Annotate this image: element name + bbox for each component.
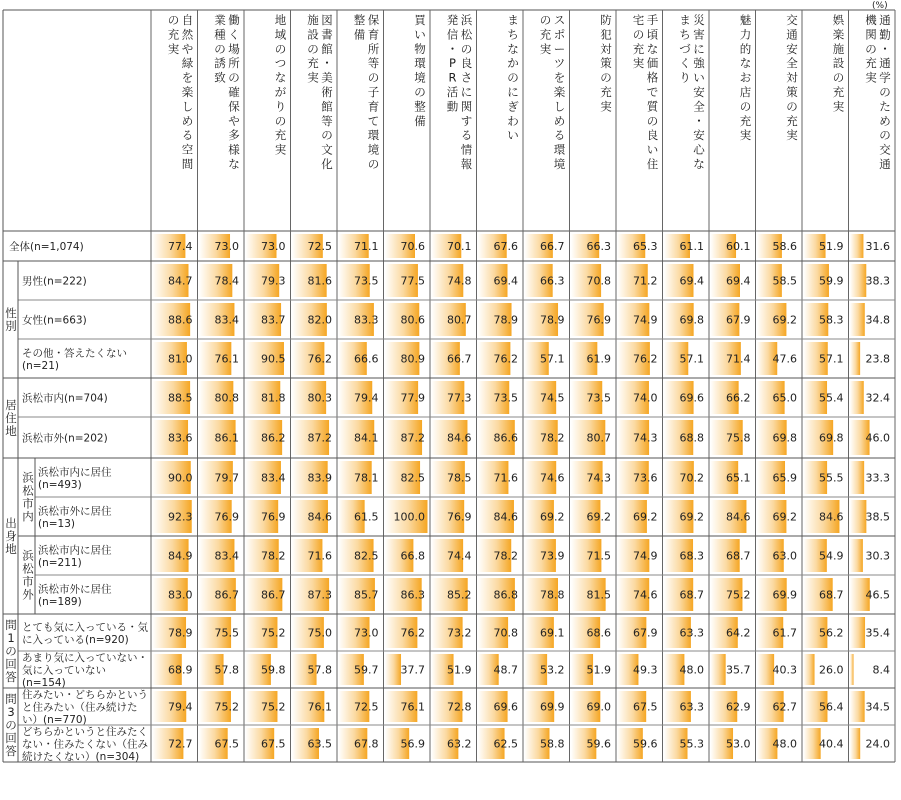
row-label: 浜松市外(n=202) — [22, 432, 108, 445]
row-label: 浜松市内(n=704) — [22, 392, 108, 405]
value-label: 69.2 — [540, 510, 565, 524]
value-label: 67.8 — [354, 737, 379, 751]
value-label: 80.9 — [400, 352, 425, 366]
value-label: 85.7 — [354, 588, 379, 602]
value-label: 59.6 — [633, 737, 658, 751]
value-label: 59.7 — [354, 663, 379, 677]
row-label: 浜松市外に居住 — [38, 583, 112, 596]
row-label: どちらかというと住みたく — [22, 726, 148, 738]
value-label: 90.0 — [168, 471, 193, 485]
row-label: (n=493) — [38, 478, 82, 491]
value-label: 71.6 — [493, 471, 518, 485]
value-label: 76.9 — [447, 510, 472, 524]
value-label: 78.2 — [540, 431, 565, 445]
value-label: 74.3 — [586, 471, 611, 485]
value-label: 67.5 — [261, 737, 286, 751]
value-label: 58.5 — [772, 274, 797, 288]
value-label: 75.2 — [726, 588, 751, 602]
column-header: 業種の誘致 — [214, 13, 226, 85]
value-label: 55.4 — [819, 391, 844, 405]
value-label: 80.7 — [447, 313, 472, 327]
value-label: 76.2 — [633, 352, 658, 366]
value-label: 73.9 — [540, 549, 565, 563]
value-label: 83.4 — [261, 471, 286, 485]
value-label: 8.4 — [872, 663, 890, 677]
value-label: 78.2 — [493, 549, 518, 563]
value-label: 73.6 — [633, 471, 658, 485]
value-label: 58.6 — [772, 240, 797, 253]
value-label: 24.0 — [865, 737, 890, 751]
value-label: 65.0 — [772, 391, 797, 405]
row-label: 男性(n=222) — [22, 275, 87, 288]
value-label: 61.1 — [679, 240, 704, 253]
value-label: 74.6 — [633, 588, 658, 602]
value-label: 69.0 — [586, 700, 611, 714]
value-label: 57.1 — [540, 352, 565, 366]
value-label: 84.6 — [726, 510, 751, 524]
value-label: 69.2 — [633, 510, 658, 524]
value-label: 75.5 — [214, 626, 239, 640]
value-label: 83.0 — [168, 588, 193, 602]
value-label: 61.5 — [354, 510, 379, 524]
value-label: 77.5 — [400, 274, 425, 288]
value-label: 57.1 — [679, 352, 704, 366]
value-label: 65.9 — [772, 471, 797, 485]
value-label: 86.6 — [493, 431, 518, 445]
row-label: その他・答えたくない — [22, 347, 127, 360]
value-label: 80.3 — [307, 391, 332, 405]
value-label: 37.7 — [400, 663, 425, 677]
column-header: の充実 — [167, 13, 180, 56]
value-label: 63.3 — [679, 626, 704, 640]
value-label: 62.7 — [772, 700, 797, 714]
value-label: 69.2 — [679, 510, 704, 524]
value-label: 76.9 — [214, 510, 239, 524]
row-label: 浜松市内に居住 — [38, 544, 112, 557]
value-label: 69.8 — [772, 431, 797, 445]
value-label: 85.2 — [447, 588, 472, 602]
value-label: 68.7 — [819, 588, 844, 602]
value-label: 71.6 — [307, 549, 332, 563]
value-bar — [850, 500, 866, 533]
value-label: 38.5 — [865, 510, 890, 524]
value-label: 84.6 — [447, 431, 472, 445]
group-label: 浜松市内 — [22, 470, 34, 524]
value-label: 61.7 — [772, 626, 797, 640]
value-label: 83.6 — [168, 431, 193, 445]
row-label: (n=21) — [22, 359, 60, 372]
value-label: 72.8 — [447, 700, 472, 714]
column-header: 施設の充実 — [307, 13, 319, 85]
value-label: 73.5 — [586, 391, 611, 405]
value-label: 84.6 — [307, 510, 332, 524]
value-label: 73.5 — [493, 391, 518, 405]
value-label: 86.7 — [261, 588, 286, 602]
column-header: まちなかのにぎわい — [507, 13, 519, 143]
value-bar — [850, 539, 863, 572]
value-bar — [385, 654, 401, 685]
value-label: 75.2 — [261, 626, 286, 640]
value-bar — [850, 342, 860, 375]
value-label: 66.2 — [726, 391, 751, 405]
column-header: 浜松の良さに関する情報 — [460, 13, 473, 171]
value-label: 88.5 — [168, 391, 193, 405]
value-label: 71.5 — [586, 549, 611, 563]
column-header: 図書館・美術館等の文化 — [321, 13, 333, 171]
value-label: 81.6 — [307, 274, 332, 288]
value-label: 72.5 — [354, 700, 379, 714]
value-label: 79.3 — [261, 274, 286, 288]
value-label: 69.1 — [540, 626, 565, 640]
value-label: 73.0 — [354, 626, 379, 640]
value-label: 79.4 — [168, 700, 193, 714]
value-label: 69.2 — [772, 313, 797, 327]
value-label: 78.4 — [214, 274, 239, 288]
value-label: 23.8 — [865, 352, 890, 366]
value-label: 69.4 — [679, 274, 704, 288]
value-label: 72.5 — [307, 240, 332, 253]
value-label: 56.2 — [819, 626, 844, 640]
value-label: 90.5 — [261, 352, 286, 366]
value-label: 51.9 — [586, 663, 611, 677]
value-bar — [850, 728, 860, 759]
value-label: 76.1 — [307, 700, 332, 714]
column-header: 機関の充実 — [865, 13, 877, 85]
group-label: 出身地 — [5, 516, 17, 556]
value-label: 60.1 — [726, 240, 751, 253]
value-label: 59.9 — [819, 274, 844, 288]
value-label: 74.4 — [447, 549, 472, 563]
row-label: ない・住みたくない（住み — [22, 738, 148, 751]
value-label: 70.6 — [400, 240, 425, 253]
value-label: 100.0 — [393, 510, 425, 524]
value-label: 83.9 — [307, 471, 332, 485]
group-label: 問 3 の回答 — [5, 692, 17, 758]
value-label: 78.9 — [540, 313, 565, 327]
column-header: 防犯対策の充実 — [600, 13, 612, 114]
value-label: 76.9 — [261, 510, 286, 524]
value-label: 62.9 — [726, 700, 751, 714]
group-label: 性別 — [5, 306, 17, 333]
value-label: 77.9 — [400, 391, 425, 405]
value-label: 69.9 — [540, 700, 565, 714]
value-label: 80.7 — [586, 431, 611, 445]
row-label: 気に入っていない — [22, 664, 106, 677]
value-label: 73.5 — [354, 274, 379, 288]
value-label: 62.5 — [493, 737, 518, 751]
value-label: 74.6 — [540, 471, 565, 485]
value-label: 55.5 — [819, 471, 844, 485]
value-label: 79.7 — [214, 471, 239, 485]
value-label: 67.5 — [633, 700, 658, 714]
value-label: 53.2 — [540, 663, 565, 677]
value-label: 88.6 — [168, 313, 193, 327]
column-header: 災害に強い安全・安心な — [693, 13, 705, 171]
value-label: 66.7 — [540, 240, 565, 253]
value-label: 76.2 — [307, 352, 332, 366]
column-header: 整備 — [353, 13, 366, 42]
value-label: 76.2 — [493, 352, 518, 366]
value-label: 69.8 — [819, 431, 844, 445]
value-label: 26.0 — [819, 663, 844, 677]
value-label: 75.8 — [726, 431, 751, 445]
column-header: 手頃な価格で質の良い住 — [646, 13, 659, 171]
value-bar — [850, 617, 865, 648]
value-label: 78.8 — [540, 588, 565, 602]
value-label: 68.7 — [679, 588, 704, 602]
value-bar — [804, 654, 815, 685]
value-label: 82.0 — [307, 313, 332, 327]
value-label: 58.8 — [540, 737, 565, 751]
value-label: 40.4 — [819, 737, 844, 751]
value-label: 34.8 — [865, 313, 890, 327]
value-label: 67.5 — [214, 737, 239, 751]
value-bar — [850, 654, 854, 685]
value-label: 57.1 — [819, 352, 844, 366]
value-label: 83.4 — [214, 313, 239, 327]
value-label: 68.7 — [726, 549, 751, 563]
value-label: 78.9 — [168, 626, 193, 640]
row-label: 女性(n=663) — [22, 314, 87, 327]
value-label: 75.2 — [261, 700, 286, 714]
value-label: 71.4 — [726, 352, 751, 366]
value-label: 48.0 — [679, 663, 704, 677]
value-label: 80.8 — [214, 391, 239, 405]
value-label: 51.9 — [447, 663, 472, 677]
value-label: 48.7 — [493, 663, 518, 677]
row-label: (n=13) — [38, 517, 76, 530]
value-label: 84.6 — [819, 510, 844, 524]
value-label: 77.4 — [168, 240, 193, 253]
value-label: 47.6 — [772, 352, 797, 366]
value-label: 66.3 — [540, 274, 565, 288]
value-label: 69.2 — [772, 510, 797, 524]
value-label: 83.4 — [214, 549, 239, 563]
value-label: 55.3 — [679, 737, 704, 751]
value-label: 64.2 — [726, 626, 751, 640]
value-label: 86.1 — [214, 431, 239, 445]
value-label: 84.9 — [168, 549, 193, 563]
value-bar — [850, 691, 865, 722]
value-label: 67.9 — [726, 313, 751, 327]
value-label: 87.2 — [400, 431, 425, 445]
value-label: 38.3 — [865, 274, 890, 288]
unit-label: (%) — [872, 1, 888, 11]
row-label: い）(n=770) — [22, 714, 87, 726]
value-label: 74.0 — [633, 391, 658, 405]
value-label: 72.7 — [168, 737, 193, 751]
value-label: 66.7 — [447, 352, 472, 366]
column-header: の充実 — [539, 13, 552, 56]
column-header: 宅の充実 — [632, 13, 645, 71]
group-label: 居住地 — [5, 398, 17, 438]
value-label: 69.9 — [772, 588, 797, 602]
value-label: 56.4 — [819, 700, 844, 714]
value-label: 63.0 — [772, 549, 797, 563]
value-bar — [850, 264, 866, 297]
value-label: 84.1 — [354, 431, 379, 445]
value-label: 73.0 — [261, 240, 286, 253]
value-label: 82.5 — [400, 471, 425, 485]
value-label: 63.2 — [447, 737, 472, 751]
value-label: 74.8 — [447, 274, 472, 288]
value-label: 67.9 — [633, 626, 658, 640]
value-label: 82.5 — [354, 549, 379, 563]
value-label: 70.1 — [447, 240, 472, 253]
value-label: 69.4 — [493, 274, 518, 288]
row-label: あまり気に入っていない・ — [22, 652, 148, 664]
value-label: 65.1 — [726, 471, 751, 485]
value-label: 92.3 — [168, 510, 193, 524]
row-label: に入っている(n=920) — [22, 633, 129, 646]
value-label: 30.3 — [865, 549, 890, 563]
row-label: 浜松市内に居住 — [38, 466, 112, 479]
value-label: 56.9 — [400, 737, 425, 751]
value-label: 66.8 — [400, 549, 425, 563]
value-label: 74.9 — [633, 549, 658, 563]
value-label: 84.6 — [493, 510, 518, 524]
value-label: 66.6 — [354, 352, 379, 366]
value-label: 73.0 — [214, 240, 239, 253]
value-label: 51.9 — [819, 240, 844, 253]
value-label: 70.2 — [679, 471, 704, 485]
value-label: 69.8 — [679, 313, 704, 327]
value-label: 73.2 — [447, 626, 472, 640]
value-label: 81.8 — [261, 391, 286, 405]
value-label: 86.8 — [493, 588, 518, 602]
value-label: 68.6 — [586, 626, 611, 640]
value-bar — [850, 381, 864, 414]
value-label: 83.3 — [354, 313, 379, 327]
value-label: 53.0 — [726, 737, 751, 751]
value-label: 31.6 — [865, 240, 890, 253]
value-label: 71.1 — [354, 240, 379, 253]
value-label: 65.3 — [633, 240, 658, 253]
value-label: 32.4 — [865, 391, 890, 405]
value-label: 70.8 — [493, 626, 518, 640]
value-label: 78.9 — [493, 313, 518, 327]
value-label: 75.2 — [214, 700, 239, 714]
row-label: 全体(n=1,074) — [9, 241, 84, 253]
column-header: 娯楽施設の充実 — [832, 13, 845, 114]
column-header: 働く場所の確保や多様な — [228, 13, 240, 171]
column-header: 魅力的なお店の充実 — [739, 13, 752, 143]
value-label: 78.2 — [261, 549, 286, 563]
value-label: 80.6 — [400, 313, 425, 327]
column-header: 通勤・通学のための交通 — [879, 13, 891, 171]
value-label: 75.0 — [307, 626, 332, 640]
value-label: 69.4 — [726, 274, 751, 288]
column-header: 地域のつながりの充実 — [274, 13, 287, 157]
value-label: 66.3 — [586, 240, 611, 253]
value-label: 76.1 — [214, 352, 239, 366]
value-label: 49.3 — [633, 663, 658, 677]
value-label: 68.8 — [679, 431, 704, 445]
value-label: 84.7 — [168, 274, 193, 288]
value-label: 54.9 — [819, 549, 844, 563]
value-label: 81.0 — [168, 352, 193, 366]
row-label: (n=211) — [38, 556, 82, 569]
value-label: 58.3 — [819, 313, 844, 327]
value-label: 61.9 — [586, 352, 611, 366]
value-label: 86.2 — [261, 431, 286, 445]
value-label: 79.4 — [354, 391, 379, 405]
value-label: 71.2 — [633, 274, 658, 288]
value-label: 35.4 — [865, 626, 890, 640]
row-label: とても気に入っている・気 — [22, 621, 148, 634]
value-label: 34.5 — [865, 700, 890, 714]
value-label: 69.2 — [586, 510, 611, 524]
value-label: 76.1 — [400, 700, 425, 714]
column-header: まちづくり — [679, 13, 691, 85]
value-label: 87.2 — [307, 431, 332, 445]
value-label: 67.6 — [493, 240, 518, 253]
value-label: 86.7 — [214, 588, 239, 602]
value-label: 63.5 — [307, 737, 332, 751]
column-header: 買い物環境の整備 — [414, 13, 426, 128]
value-label: 46.0 — [865, 431, 890, 445]
value-label: 74.3 — [633, 431, 658, 445]
row-label: (n=154) — [22, 677, 66, 689]
value-label: 74.5 — [540, 391, 565, 405]
group-label: 問 1 の回答 — [5, 618, 17, 684]
value-label: 70.8 — [586, 274, 611, 288]
value-label: 78.1 — [354, 471, 379, 485]
group-label: 浜松市外 — [22, 548, 34, 602]
value-label: 63.3 — [679, 700, 704, 714]
value-label: 69.6 — [493, 700, 518, 714]
value-label: 57.8 — [307, 663, 332, 677]
value-label: 77.3 — [447, 391, 472, 405]
value-label: 57.8 — [214, 663, 239, 677]
row-label: 浜松市外に居住 — [38, 505, 112, 518]
column-header: 自然や緑を楽しめる空間 — [181, 13, 194, 171]
value-bar — [711, 654, 726, 685]
row-label: 続けたくない）(n=304) — [22, 751, 140, 763]
value-label: 40.3 — [772, 663, 797, 677]
value-label: 86.3 — [400, 588, 425, 602]
value-label: 48.0 — [772, 737, 797, 751]
value-label: 68.3 — [679, 549, 704, 563]
value-label: 69.6 — [679, 391, 704, 405]
value-label: 68.9 — [168, 663, 193, 677]
value-label: 59.8 — [261, 663, 286, 677]
value-label: 83.7 — [261, 313, 286, 327]
value-bar — [850, 303, 865, 336]
column-header: 発信・ P R 活動 — [446, 13, 459, 114]
value-label: 87.3 — [307, 588, 332, 602]
row-label: と住みたい（住み続けた — [22, 701, 138, 714]
value-label: 76.9 — [586, 313, 611, 327]
value-label: 33.3 — [865, 471, 890, 485]
value-label: 46.5 — [865, 588, 890, 602]
value-bar — [850, 234, 863, 258]
value-label: 59.6 — [586, 737, 611, 751]
column-header: 保育所等の子育て環境の — [367, 13, 380, 171]
row-label: (n=189) — [38, 595, 82, 608]
value-label: 78.5 — [447, 471, 472, 485]
value-label: 74.9 — [633, 313, 658, 327]
row-label: 住みたい・どちらかという — [22, 689, 148, 701]
value-label: 81.5 — [586, 588, 611, 602]
value-bar — [850, 461, 864, 494]
column-header: スポーツを楽しめる環境 — [553, 13, 566, 171]
column-header: 交通安全対策の充実 — [786, 13, 798, 143]
value-label: 35.7 — [726, 663, 751, 677]
value-label: 76.2 — [400, 626, 425, 640]
